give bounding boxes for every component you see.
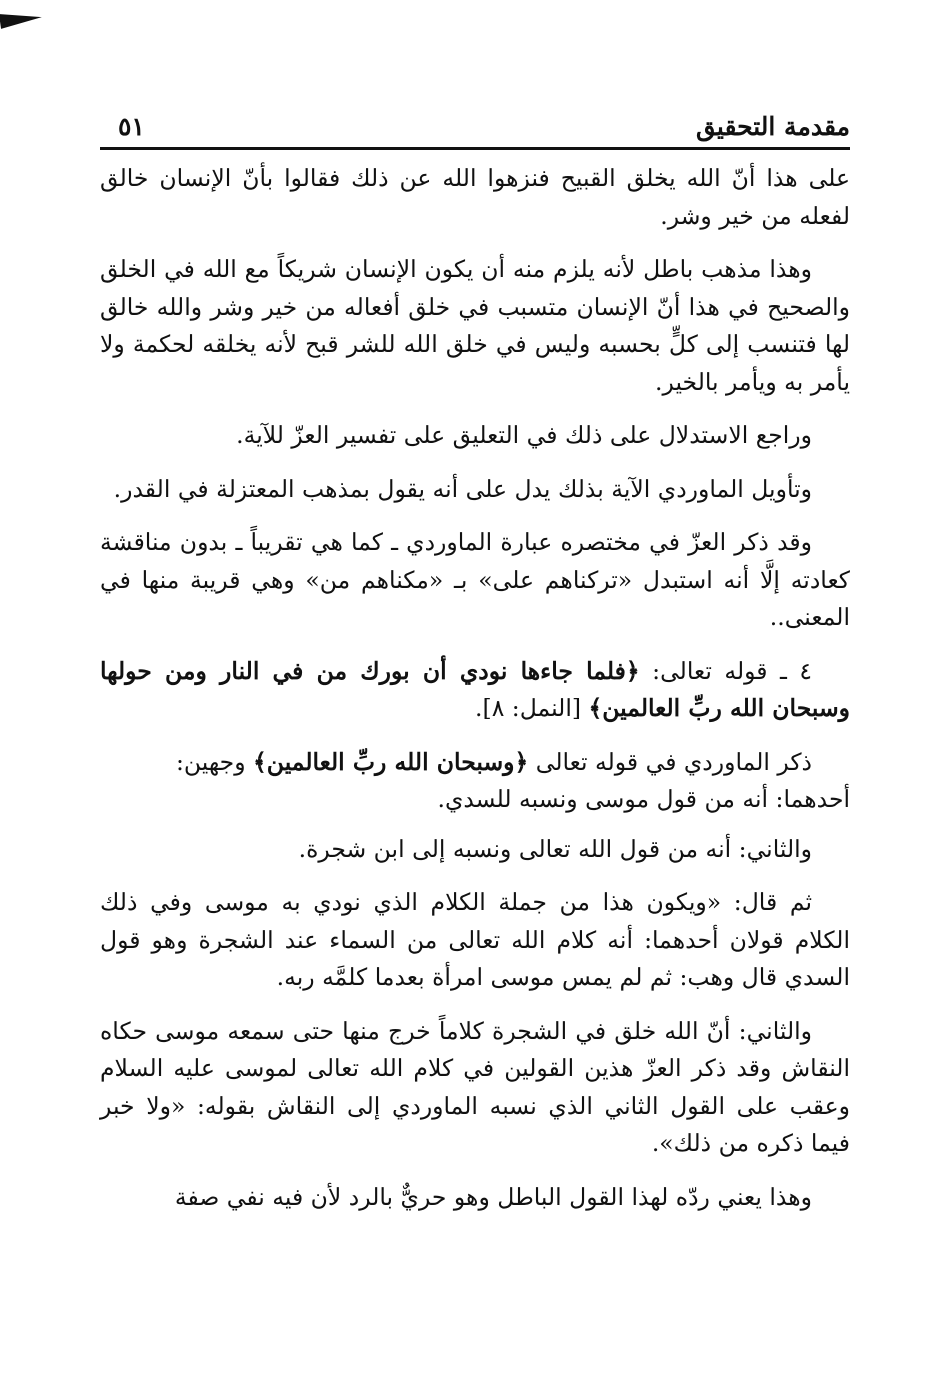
header-title: مقدمة التحقيق bbox=[696, 112, 850, 141]
paragraph-5: وقد ذكر العزّ في مختصره عبارة الماوردي ـ كما هي تقريباً ـ بدون مناقشة كعادته إلَّا أنه استبدل «تركناهم على» بـ «مكناهم من» وهي قريبة منها في المعنى.. bbox=[100, 528, 850, 631]
header-rule bbox=[100, 147, 850, 150]
page-body bbox=[100, 160, 850, 1232]
p7-prefix: ذكر الماوردي في قوله تعالى bbox=[528, 747, 812, 776]
paragraph-10: والثاني: أنّ الله خلق في الشجرة كلاماً خرج منها حتى سمعه موسى حكاه النقاش وقد ذكر العزّ هذين القولين في كلام الله تعالى لموسى عليه السلام وعقب على القول الثاني الذي نسبه الماوردي إلى النقاش بقوله: «ولا خبر فيما ذكره من ذلك». bbox=[100, 1016, 850, 1157]
paragraph-8: والثاني: أنه من قول الله تعالى ونسبه إلى ابن شجرة. bbox=[298, 834, 812, 863]
paragraph-9: ثم قال: «ويكون هذا من جملة الكلام الذي نودي به موسى وفي ذلك الكلام قولان أحدهما: أنه كلام الله تعالى من السماء عند الشجرة وهو قول السدي قال وهب: ثم لم يمس موسى امرأة بعدما كلمَّه ربه. bbox=[100, 888, 850, 991]
paragraph-3: وراجع الاستدلال على ذلك في التعليق على تفسير العزّ للآية. bbox=[236, 421, 812, 449]
quran-verse: ﴿فلما جاءها نودي أن بورك من في النار ومن حولها وسبحان الله ربِّ العالمين﴾ bbox=[100, 656, 850, 722]
page-corner-mark bbox=[0, 8, 43, 29]
paragraph-6 bbox=[100, 653, 850, 728]
paragraph-11: وهذا يعني ردّه لهذا القول الباطل وهو حريٌّ بالرد لأن فيه نفي صفة bbox=[174, 1182, 812, 1211]
paragraph-4: وتأويل الماوردي الآية بذلك يدل على أنه يقول بمذهب المعتزلة في القدر. bbox=[113, 474, 812, 503]
verse-reference: [النمل: ٨]. bbox=[475, 694, 589, 722]
page-header bbox=[100, 106, 850, 146]
item-prefix: ٤ ـ قوله تعالى: bbox=[639, 656, 812, 685]
paragraph-7 bbox=[100, 744, 850, 819]
p7-line-2: أحدهما: أنه من قول موسى ونسبه للسدي. bbox=[437, 785, 850, 813]
paragraph-2: وهذا مذهب باطل لأنه يلزم منه أن يكون الإنسان شريكاً مع الله في الخلق والصحيح في هذا أنّ الإنسان متسبب في خلق أفعاله من خير وشر والله خالق لها فتنسب إلى كلٍّ بحسبه وليس في خلق الله للشر قبح لأنه يخلقه لحكمة ولا يأمر به ويأمر بالخير. bbox=[100, 255, 850, 396]
quran-verse-2: ﴿وسبحان الله ربِّ العالمين﴾ bbox=[253, 747, 529, 776]
page-number: ٥١ bbox=[118, 112, 145, 141]
paragraph-1: على هذا أنّ الله يخلق القبيح فنزهوا الله عن ذلك فقالوا بأنّ الإنسان خالق لفعله من خير وشر. bbox=[100, 164, 850, 230]
p7-suffix: وجهين: bbox=[175, 747, 254, 776]
